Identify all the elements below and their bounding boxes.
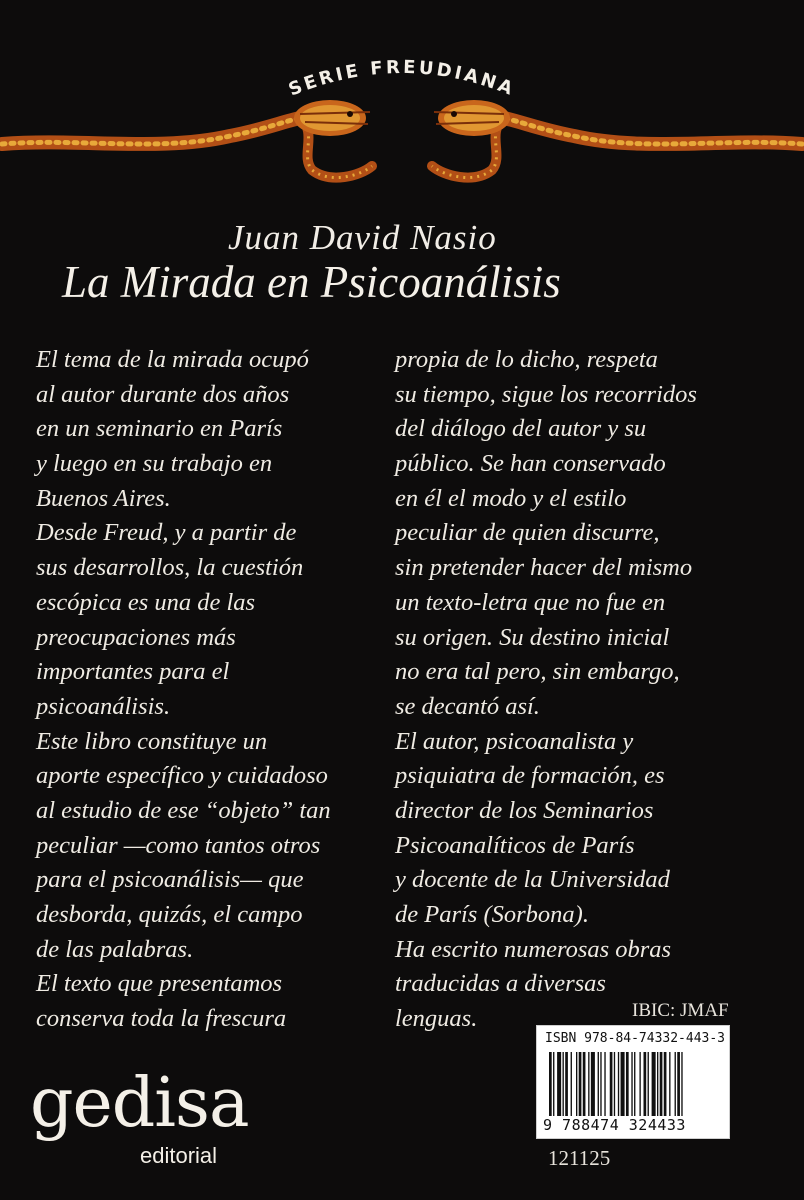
- isbn-label: ISBN 978-84-74332-443-3: [545, 1031, 726, 1046]
- blurb-line: y docente de la Universidad: [395, 866, 670, 894]
- barcode-bars: [547, 1052, 721, 1116]
- left-serpent-head: [294, 100, 370, 136]
- serpent-ornament: [0, 92, 804, 202]
- barcode-bar: [565, 1052, 568, 1116]
- barcode-bar: [549, 1052, 552, 1116]
- barcode-bar: [681, 1052, 682, 1116]
- barcode-bar: [677, 1052, 680, 1116]
- barcode-digits: 9 788474 324433: [543, 1116, 686, 1134]
- blurb-line: en un seminario en París: [36, 415, 283, 443]
- barcode-bar: [579, 1052, 582, 1116]
- blurb-line: conserva toda la frescura: [36, 1005, 287, 1033]
- author-name: Juan David Nasio: [228, 218, 497, 257]
- barcode-bar: [600, 1052, 601, 1116]
- right-serpent-head: [434, 100, 510, 136]
- blurb-line: su tiempo, sigue los recorridos: [395, 380, 697, 408]
- blurb-line: al autor durante dos años: [36, 380, 290, 408]
- barcode-bar: [553, 1052, 554, 1116]
- barcode-bar: [648, 1052, 649, 1116]
- blurb-line: escópica es una de las: [36, 588, 256, 616]
- blurb-line: Ha escrito numerosas obras: [395, 935, 672, 963]
- series-text: SERIE FREUDIANA: [285, 56, 519, 101]
- barcode-bar: [557, 1052, 561, 1116]
- ibic-code: IBIC: JMAF: [632, 1000, 729, 1021]
- blurb-line: importantes para el: [36, 658, 230, 686]
- blurb-line: para el psicoanálisis— que: [36, 866, 304, 894]
- blurb-line: peculiar —como tantos otros: [36, 831, 321, 859]
- barcode-bar: [598, 1052, 599, 1116]
- barcode-bar: [639, 1052, 640, 1116]
- blurb-line: director de los Seminarios: [395, 796, 654, 824]
- blurb-line: su origen. Su destino inicial: [395, 623, 670, 651]
- blurb-line: público. Se han conservado: [395, 450, 666, 478]
- blurb-line: de las palabras.: [36, 935, 194, 963]
- barcode-bar: [644, 1052, 647, 1116]
- blurb-line: en él el modo y el estilo: [395, 484, 627, 512]
- barcode-bar: [576, 1052, 577, 1116]
- blurb-line: aporte específico y cuidadoso: [36, 762, 328, 790]
- barcode-bar: [591, 1052, 595, 1116]
- blurb-line: desborda, quizás, el campo: [36, 901, 303, 928]
- blurb-line: Este libro constituye un: [36, 727, 268, 755]
- barcode-bar: [610, 1052, 613, 1116]
- blurb-line: de París (Sorbona).: [395, 901, 589, 928]
- barcode-bar: [657, 1052, 658, 1116]
- blurb-line: del diálogo del autor y su: [395, 415, 647, 443]
- blurb-line: propia de lo dicho, respeta: [395, 346, 658, 373]
- barcode-bar: [604, 1052, 605, 1116]
- blurb-line: El autor, psicoanalista y: [395, 727, 634, 755]
- barcode-bar: [675, 1052, 676, 1116]
- book-title: La Mirada en Psicoanálisis: [62, 257, 561, 307]
- barcode-bar: [664, 1052, 667, 1116]
- blurb-line: El tema de la mirada ocupó: [36, 346, 309, 373]
- blurb-line: peculiar de quien discurre,: [395, 519, 660, 547]
- barcode-bar: [621, 1052, 625, 1116]
- blurb-line: preocupaciones más: [36, 623, 236, 651]
- barcode-bar: [669, 1052, 670, 1116]
- blurb-line: lenguas.: [395, 1005, 478, 1033]
- catalog-code: 121125: [548, 1146, 611, 1170]
- blurb-line: Psicoanalíticos de París: [395, 831, 635, 859]
- blurb-line: sus desarrollos, la cuestión: [36, 554, 304, 582]
- blurb-line: Buenos Aires.: [36, 484, 171, 512]
- blurb-line: un texto-letra que no fue en: [395, 588, 666, 616]
- blurb-line: sin pretender hacer del mismo: [395, 554, 693, 582]
- barcode-bar: [631, 1052, 632, 1116]
- blurb-line: y luego en su trabajo en: [36, 450, 273, 478]
- isbn-barcode: [536, 1025, 730, 1139]
- barcode-bar: [652, 1052, 656, 1116]
- barcode-bar: [588, 1052, 589, 1116]
- blurb-line: psicoanálisis.: [36, 692, 171, 720]
- barcode-bar: [563, 1052, 564, 1116]
- barcode-bar: [634, 1052, 635, 1116]
- blurb-right-column: [395, 343, 740, 1037]
- blurb-line: Desde Freud, y a partir de: [36, 519, 297, 547]
- publisher-logo: gedisa: [30, 1064, 249, 1143]
- barcode-bar: [626, 1052, 629, 1116]
- barcode-bar: [571, 1052, 572, 1116]
- blurb-left-column: [36, 343, 376, 1037]
- blurb-line: no era tal pero, sin embargo,: [395, 658, 680, 686]
- blurb-line: se decantó así.: [395, 692, 540, 720]
- barcode-bar: [618, 1052, 619, 1116]
- barcode-bar: [614, 1052, 615, 1116]
- publisher-imprint: editorial: [140, 1143, 218, 1168]
- barcode-bar: [660, 1052, 663, 1116]
- blurb-line: traducidas a diversas: [395, 970, 606, 998]
- blurb-line: psiquiatra de formación, es: [395, 762, 665, 790]
- barcode-bar: [583, 1052, 586, 1116]
- blurb-line: al estudio de ese “objeto” tan: [36, 796, 331, 824]
- blurb-line: El texto que presentamos: [36, 970, 283, 998]
